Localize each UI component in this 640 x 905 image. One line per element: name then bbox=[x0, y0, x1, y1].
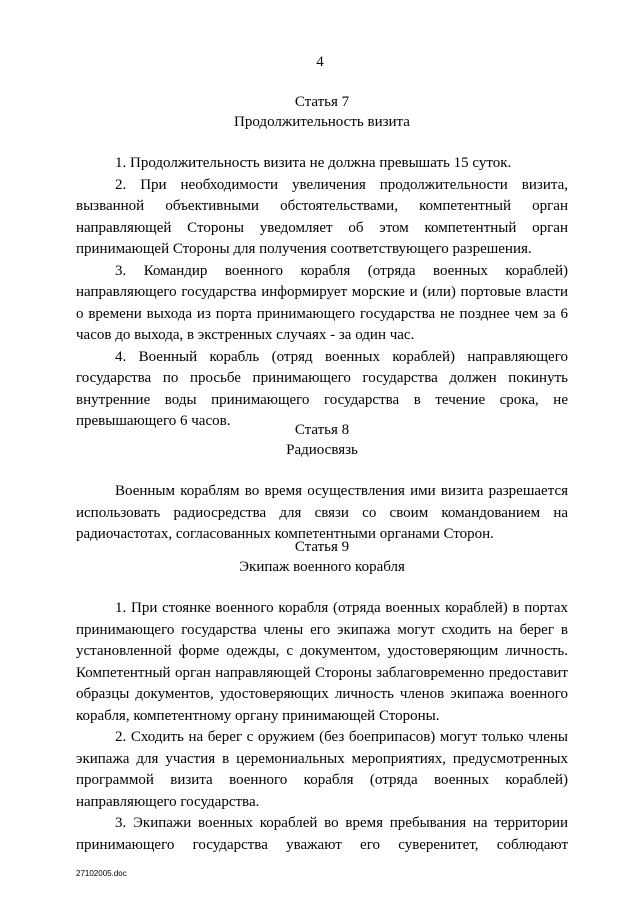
page-number: 4 bbox=[316, 54, 324, 70]
file-name-footer: 27102005.doc bbox=[76, 869, 127, 878]
article-number: Статья 9 bbox=[294, 539, 350, 555]
article-9 bbox=[76, 537, 568, 856]
article-title: Экипаж военного корабля bbox=[239, 559, 405, 575]
article-title: Продолжительность визита bbox=[234, 114, 410, 130]
paragraph: 1. Продолжительность визита не должна превышать 15 суток. bbox=[115, 155, 512, 171]
article-8 bbox=[76, 420, 568, 546]
paragraph: 2. Сходить на берег с оружием (без боеприпасов) могут только члены экипажа для участия в церемониальных мероприятиях, предусмотренных программой визита военного корабля (отряда военных кораблей) направляющего государства. bbox=[76, 729, 568, 810]
paragraph: 3. Командир военного корабля (отряда военных кораблей) направляющего государства информирует морские и (или) портовые власти о времени выхода из порта принимающего государства не позднее чем за 6 часов до выхода, в экстренных случаях - за один час. bbox=[76, 262, 568, 343]
paragraph: 4. Военный корабль (отряд военных кораблей) направляющего государства по просьбе принимающего государства должен покинуть внутренние воды принимающего государства в течение срока, не превышающего 6 часов. bbox=[76, 348, 568, 429]
article-7 bbox=[76, 92, 568, 433]
article-number: Статья 8 bbox=[294, 422, 350, 438]
paragraph: 2. При необходимости увеличения продолжительности визита, вызванной объективными обстоятельствами, компетентный орган направляющей Стороны уведомляет об этом компетентный орган принимающей Стороны для получения соответствующего разрешения. bbox=[76, 176, 568, 257]
article-title: Радиосвязь bbox=[286, 442, 358, 458]
paragraph: Военным кораблям во время осуществления ими визита разрешается использовать радиосредства для связи со своим командованием на радиочастотах, согласованных компетентными органами Сторон. bbox=[76, 483, 568, 542]
paragraph: 3. Экипажи военных кораблей во время пребывания на территории принимающего государства уважают его суверенитет, соблюдают bbox=[76, 815, 568, 853]
paragraph: 1. При стоянке военного корабля (отряда военных кораблей) в портах принимающего государства члены его экипажа могут сходить на берег в установленной форме одежды, с документом, удостоверяющим личность. Компетентный орган направляющей Стороны заблаговременно предоставит образцы документов, удостоверяющих личность членов экипажа военного корабля, компетентному органу принимающей Стороны. bbox=[76, 600, 568, 724]
article-number: Статья 7 bbox=[294, 94, 350, 110]
